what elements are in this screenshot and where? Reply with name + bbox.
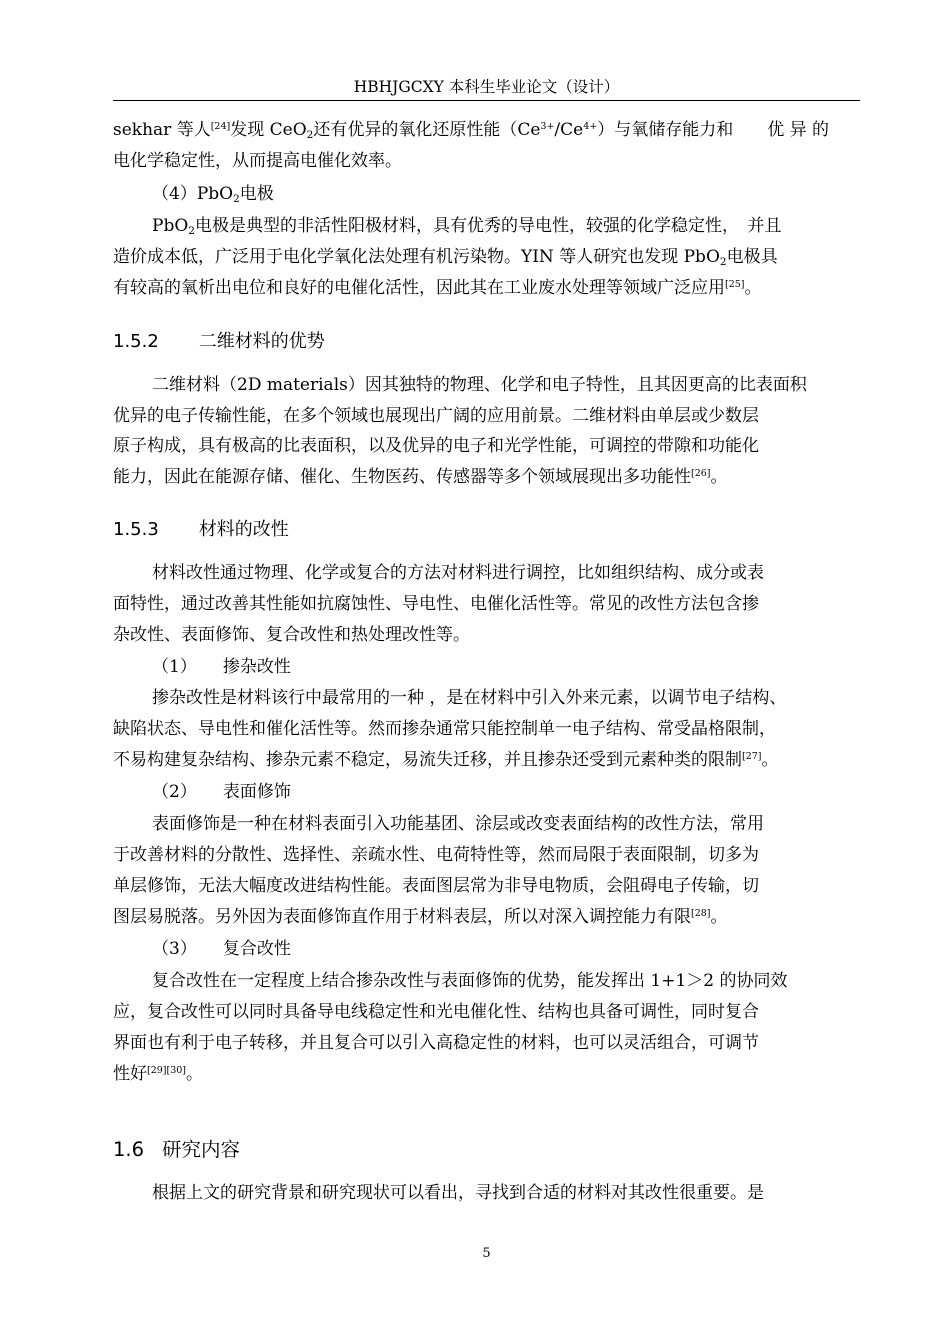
citation: [29][30] (147, 1065, 187, 1076)
list-item-surface: （2） 表面修饰 (152, 782, 291, 802)
paragraph-line: 杂改性、表面修饰、复合改性和热处理改性等。 (113, 625, 470, 645)
list-item-composite: （3） 复合改性 (152, 939, 291, 959)
paragraph-line: 表面修饰是一种在材料表面引入功能基团、涂层或改变表面结构的改性方法，常用 (152, 814, 764, 834)
paragraph-line: 优异的电子传输性能，在多个领域也展现出广阔的应用前景。二维材料由单层或少数层 (113, 406, 759, 426)
paragraph-line: 电化学稳定性，从而提高电催化效率。 (113, 151, 402, 171)
paragraph-line: 原子构成，具有极高的比表面积，以及优异的电子和光学性能，可调控的带隙和功能化 (113, 436, 759, 456)
paragraph-line: 造价成本低，广泛用于电化学氧化法处理有机污染物。YIN 等人研究也发现 PbO2电极具 (113, 247, 778, 268)
paragraph-line: 掺杂改性是材料该行中最常用的一种 ，是在材料中引入外来元素，以调节电子结构、 (152, 688, 787, 708)
list-item-pbo2: （4）PbO2电极 (152, 184, 274, 205)
paragraph-line: 不易构建复杂结构、掺杂元素不稳定，易流失迁移，并且掺杂还受到元素种类的限制[27]。 (113, 750, 779, 770)
paragraph-line: 二维材料（2D materials）因其独特的物理、化学和电子特性，且其因更高的比表面积 (152, 375, 807, 395)
section-heading-1-5-2: 1.5.2 二维材料的优势 (113, 331, 325, 352)
page-number: 5 (482, 1246, 491, 1261)
paragraph-line: PbO2电极是典型的非活性阳极材料，具有优秀的导电性，较强的化学稳定性， 并且 (152, 216, 782, 237)
paragraph-line: 面特性，通过改善其性能如抗腐蚀性、导电性、电催化活性等。常见的改性方法包含掺 (113, 594, 759, 614)
paragraph-line: 有较高的氧析出电位和良好的电催化活性，因此其在工业废水处理等领域广泛应用[25]。 (113, 278, 762, 298)
paragraph-line: 根据上文的研究背景和研究现状可以看出，寻找到合适的材料对其改性很重要。是 (152, 1183, 764, 1203)
paragraph-line: 复合改性在一定程度上结合掺杂改性与表面修饰的优势，能发挥出 1+1＞2 的协同效 (152, 971, 788, 991)
paragraph-line: 单层修饰，无法大幅度改进结构性能。表面图层常为非导电物质，会阻碍电子传输，切 (113, 876, 759, 896)
citation: [26] (691, 468, 711, 479)
section-heading-1-6: 1.6 研究内容 (113, 1138, 241, 1161)
list-item-doping: （1） 掺杂改性 (152, 657, 291, 677)
paragraph-line: sekhar 等人[24]发现 CeO2还有优异的氧化还原性能$(Ce^{3+}/Ce^{4+})$与氧储存能力和 优 异 的 (113, 120, 830, 141)
running-header: HBHJGCXY 本科生毕业论文（设计） (353, 78, 620, 96)
citation: [28] (691, 908, 711, 919)
citation: [27] (742, 751, 762, 762)
paragraph-line: 于改善材料的分散性、选择性、亲疏水性、电荷特性等，然而局限于表面限制，切多为 (113, 845, 759, 865)
paragraph-line: 图层易脱落。另外因为表面修饰直作用于材料表层，所以对深入调控能力有限[28]。 (113, 907, 728, 927)
paragraph-line: 性好[29][30]。 (113, 1064, 204, 1084)
paragraph-line: 能力，因此在能源存储、催化、生物医药、传感器等多个领域展现出多功能性[26]。 (113, 467, 728, 487)
header-rule (113, 100, 860, 101)
section-heading-1-5-3: 1.5.3 材料的改性 (113, 519, 289, 540)
paragraph-line: 缺陷状态、导电性和催化活性等。然而掺杂通常只能控制单一电子结构、常受晶格限制， (113, 719, 776, 739)
paragraph-line: 应，复合改性可以同时具备导电线稳定性和光电催化性、结构也具备可调性，同时复合 (113, 1002, 759, 1022)
paragraph-line: 材料改性通过物理、化学或复合的方法对材料进行调控，比如组织结构、成分或表 (152, 563, 764, 583)
citation: [24] (210, 121, 231, 132)
citation: [25] (725, 279, 745, 290)
paragraph-line: 界面也有利于电子转移，并且复合可以引入高稳定性的材料，也可以灵活组合，可调节 (113, 1033, 759, 1053)
